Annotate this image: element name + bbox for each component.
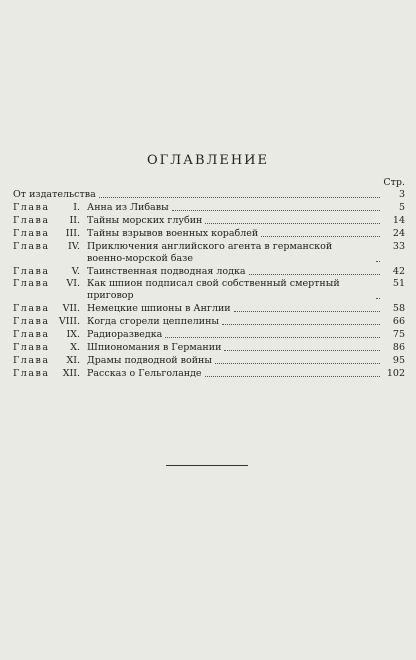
toc-entry-title-wrap <box>83 266 383 278</box>
toc-entry-page: 86 <box>392 342 405 354</box>
dot-leader <box>172 210 380 211</box>
toc-entry-page: 75 <box>392 329 405 341</box>
toc-entry-publisher-note[interactable] <box>13 189 405 201</box>
chapter-label <box>13 368 83 380</box>
chapter-word: Глава <box>13 202 50 213</box>
toc-entry-chapter[interactable] <box>13 329 405 341</box>
chapter-word: Глава <box>13 316 50 328</box>
toc-entry-title-wrap <box>83 342 383 354</box>
table-of-contents <box>13 177 405 381</box>
toc-entry-chapter[interactable] <box>13 368 405 380</box>
page-title: ОГЛАВЛЕНИЕ <box>146 153 269 168</box>
chapter-number: VIII. <box>58 316 80 328</box>
toc-entry-page: 33 <box>392 240 405 252</box>
toc-entry-chapter[interactable] <box>13 241 405 265</box>
toc-entry-page: 14 <box>392 214 405 226</box>
toc-entry-title: Анна из Либавы <box>87 202 169 213</box>
chapter-label <box>13 303 83 315</box>
chapter-word: Глава <box>13 240 50 252</box>
dot-leader <box>261 236 380 237</box>
toc-entry-title: Драмы подводной войны <box>87 354 212 366</box>
chapter-word: Глава <box>13 303 50 315</box>
toc-entry-title-wrap <box>83 316 383 328</box>
chapter-label <box>13 278 83 290</box>
toc-entry-title-wrap <box>83 228 383 240</box>
chapter-label <box>13 329 83 341</box>
chapter-word: Глава <box>13 354 50 366</box>
toc-entry-chapter[interactable] <box>13 278 405 302</box>
toc-entry-title-wrap <box>83 215 383 227</box>
dot-leader <box>165 337 380 338</box>
chapter-label <box>13 355 83 367</box>
chapter-number: XII. <box>62 367 80 379</box>
chapter-number: VII. <box>62 303 80 315</box>
chapter-number: XI. <box>66 354 80 366</box>
chapter-label <box>13 202 83 214</box>
toc-entry-title: Приключения английского агента в германской военно-морской базе <box>87 240 333 264</box>
toc-entry-title: Таинственная подводная лодка <box>87 265 246 277</box>
chapter-number: IX. <box>66 329 80 341</box>
dot-leader <box>205 223 380 224</box>
dot-leader <box>376 261 380 262</box>
toc-entry-chapter[interactable] <box>13 303 405 315</box>
dot-leader <box>234 311 380 312</box>
toc-entry-title: Радиоразведка <box>87 329 163 341</box>
toc-entry-title: Когда сгорели цеппелины <box>87 316 219 328</box>
chapter-word: Глава <box>13 214 50 226</box>
chapter-word: Глава <box>13 342 50 354</box>
chapter-label <box>13 228 83 240</box>
dot-leader <box>224 350 380 351</box>
chapter-number: I. <box>73 202 80 213</box>
toc-entry-chapter[interactable] <box>13 266 405 278</box>
toc-entry-title: Как шпион подписал свой собственный смертный приговор <box>87 278 340 302</box>
toc-entry-title-wrap <box>83 241 383 265</box>
chapter-label <box>13 241 83 253</box>
toc-entry-page: 66 <box>392 316 405 328</box>
toc-entry-title-wrap <box>83 355 383 367</box>
chapter-word: Глава <box>13 227 50 239</box>
chapter-number: IV. <box>68 240 80 252</box>
toc-entry-page: 102 <box>386 367 405 379</box>
toc-entry-chapter[interactable] <box>13 316 405 328</box>
toc-entry-chapter[interactable] <box>13 202 405 214</box>
chapter-word: Глава <box>13 329 50 341</box>
dot-leader <box>249 274 380 275</box>
toc-entry-page: 3 <box>398 189 405 200</box>
chapter-word: Глава <box>13 278 50 290</box>
dot-leader <box>205 376 380 377</box>
chapter-label <box>13 266 83 278</box>
toc-entry-title-wrap <box>83 303 383 315</box>
chapter-label <box>13 342 83 354</box>
toc-entry-page: 95 <box>392 354 405 366</box>
chapter-label <box>13 215 83 227</box>
chapter-number: III. <box>65 227 80 239</box>
toc-entry-title: Тайны морских глубин <box>87 214 203 226</box>
toc-entry-title: Шпиономания в Германии <box>87 342 222 354</box>
toc-entry-page: 24 <box>392 227 405 239</box>
dot-leader <box>376 298 380 299</box>
toc-entry-page: 5 <box>398 202 405 213</box>
dot-leader <box>222 324 380 325</box>
toc-entry-title: Немецкие шпионы в Англии <box>87 303 231 315</box>
toc-entry-title-wrap <box>83 368 383 380</box>
chapter-label <box>13 316 83 328</box>
chapter-word: Глава <box>13 367 50 379</box>
toc-entry-page: 58 <box>392 303 405 315</box>
toc-entry-page: 42 <box>392 265 405 277</box>
toc-entry-title-wrap <box>83 202 383 214</box>
dot-leader <box>99 189 380 198</box>
chapter-number: II. <box>69 214 80 226</box>
chapter-number: VI. <box>66 278 80 290</box>
toc-entry-chapter[interactable] <box>13 215 405 227</box>
chapter-number: X. <box>70 342 80 354</box>
chapter-number: V. <box>71 265 80 277</box>
toc-entry-page: 51 <box>392 278 405 290</box>
page-column-header: Стр. <box>383 177 405 188</box>
toc-entry-title: Рассказ о Гельголанде <box>87 367 202 379</box>
divider-line <box>166 465 248 466</box>
toc-entry-title: От издательства <box>13 189 96 200</box>
dot-leader <box>215 363 380 364</box>
toc-entry-chapter[interactable] <box>13 355 405 367</box>
toc-entry-title-wrap <box>83 329 383 341</box>
toc-entry-title-wrap <box>83 278 383 302</box>
toc-entry-title: Тайны взрывов военных кораблей <box>87 227 259 239</box>
chapter-list <box>13 202 405 380</box>
toc-entry-chapter[interactable] <box>13 228 405 240</box>
toc-entry-chapter[interactable] <box>13 342 405 354</box>
chapter-word: Глава <box>13 265 50 277</box>
